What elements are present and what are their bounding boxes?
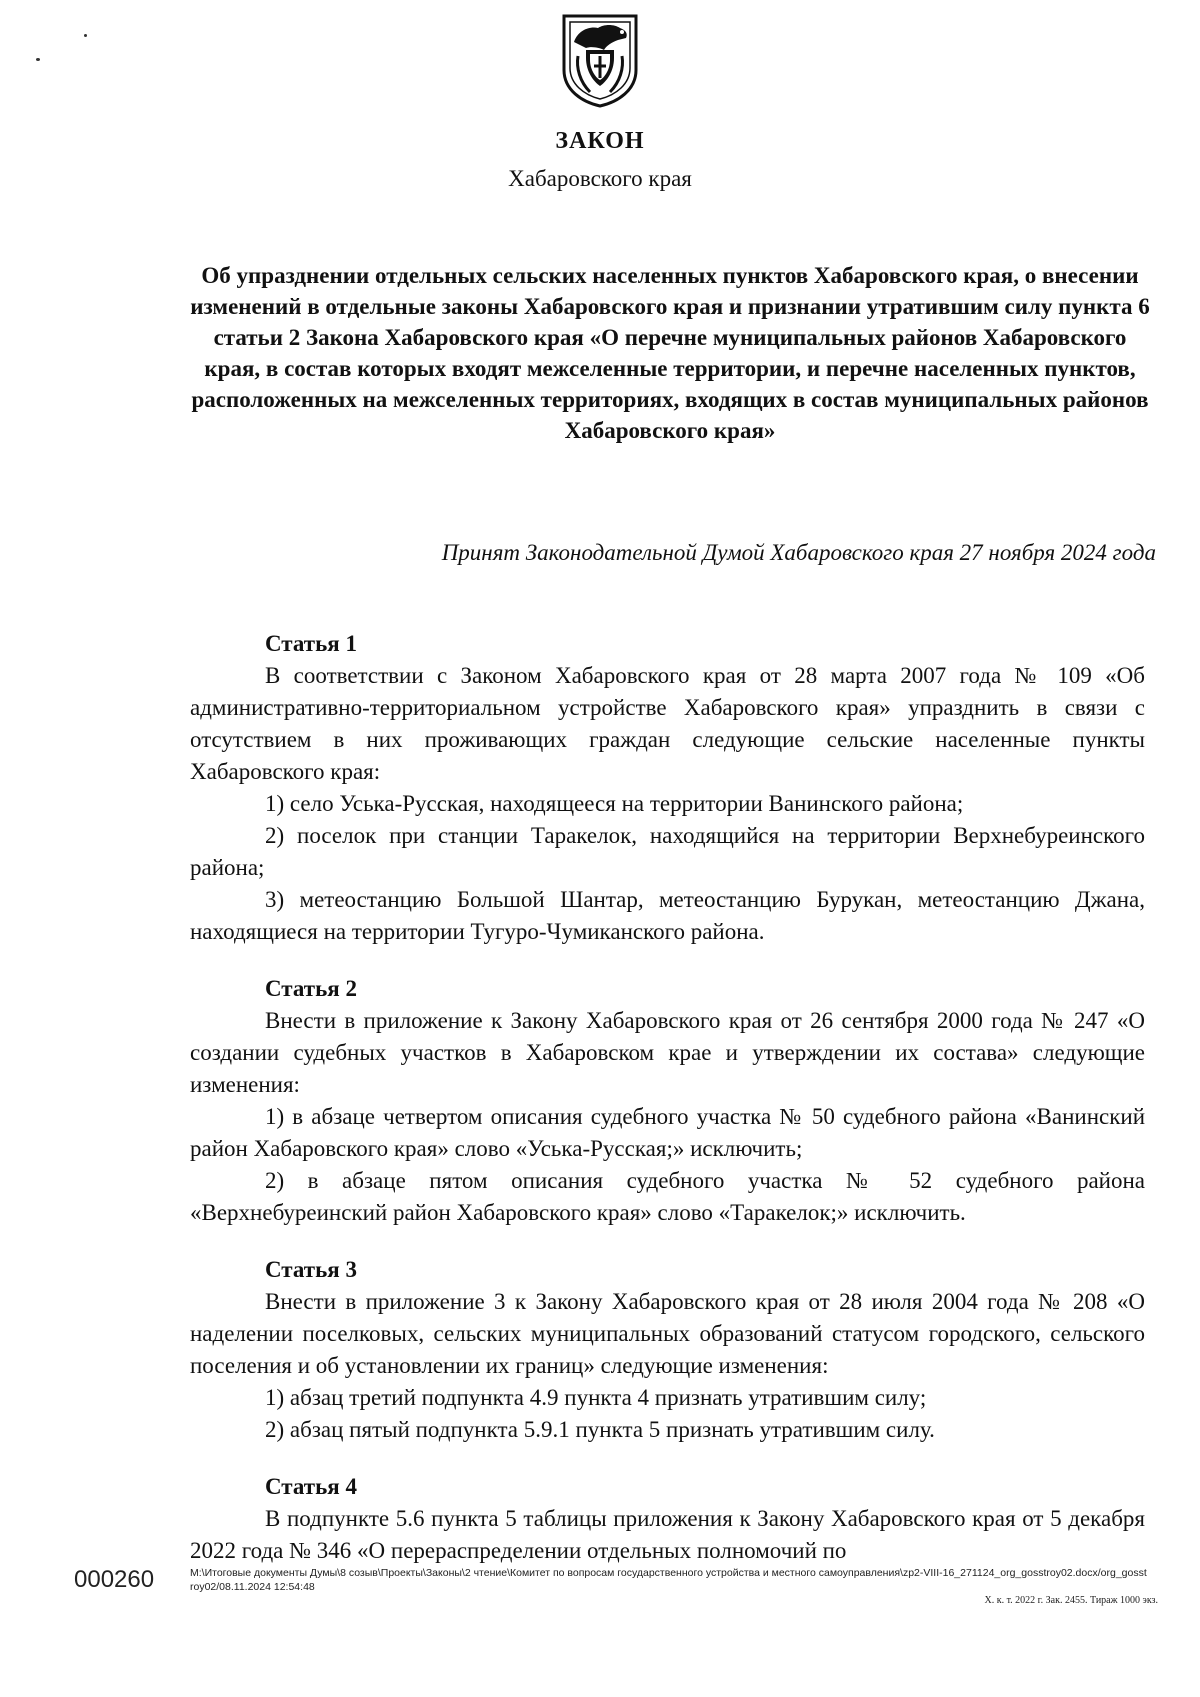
scan-speck: [36, 58, 40, 61]
coat-of-arms-icon: [560, 12, 640, 108]
article-title: Статья 3: [265, 1257, 357, 1282]
adoption-note: Принят Законодательной Думой Хабаровского края 27 ноября 2024 года: [441, 540, 1156, 565]
article-intro: В подпункте 5.6 пункта 5 таблицы приложения к Закону Хабаровского края от 5 декабря 2022 года № 346 «О перераспределении отдельных полномочий по: [190, 1506, 1145, 1563]
article-intro: Внести в приложение к Закону Хабаровского края от 26 сентября 2000 года № 247 «О создании судебных участков в Хабаровском крае и утверждении их состава» следующие изменения:: [190, 1008, 1145, 1097]
scan-speck: [84, 34, 87, 37]
article-intro: Внести в приложение 3 к Закону Хабаровского края от 28 июля 2004 года № 208 «О наделении поселковых, сельских муниципальных образований статусом городского, сельского поселения и об установлении их границ» следующие изменения:: [190, 1289, 1145, 1378]
document-title: ЗАКОН: [555, 128, 645, 154]
article-item: 2) поселок при станции Таракелок, находящийся на территории Верхнебуреинского района;: [190, 823, 1145, 880]
article-item: 2) в абзаце пятом описания судебного участка № 52 судебного района «Верхнебуреинский район Хабаровского края» слово «Таракелок;» исключить.: [190, 1168, 1145, 1225]
article-item: 2) абзац пятый подпункта 5.9.1 пункта 5 признать утратившим силу.: [265, 1417, 935, 1442]
file-path-footer: М:\Итоговые документы Думы\8 созыв\Проекты\Законы\2 чтение\Комитет по вопросам государственного устройства и местного самоуправления\zp2-VIII-16_271124_org_gosstroy02.docx/org_gosstroy02/08.11.2024 12:54:48: [190, 1567, 1147, 1593]
article-1: [190, 628, 1145, 948]
law-heading: Об упразднении отдельных сельских населенных пунктов Хабаровского края, о внесении изменений в отдельные законы Хабаровского края и признании утратившим силу пункта 6 статьи 2 Закона Хабаровского края «О перечне муниципальных районов Хабаровского края, в состав которых входят межселенные территории, и перечне населенных пунктов, расположенных на межселенных территориях, входящих в состав муниципальных районов Хабаровского края»: [190, 263, 1150, 443]
article-4: [190, 1471, 1145, 1567]
print-info-footer: Х. к. т. 2022 г. Зак. 2455. Тираж 1000 экз.: [984, 1595, 1158, 1606]
article-3: [190, 1254, 1145, 1446]
article-title: Статья 1: [265, 631, 357, 656]
article-title: Статья 4: [265, 1474, 357, 1499]
article-item: 1) село Уська-Русская, находящееся на территории Ванинского района;: [265, 791, 964, 816]
article-title: Статья 2: [265, 976, 357, 1001]
article-intro: В соответствии с Законом Хабаровского края от 28 марта 2007 года № 109 «Об административно-территориальном устройстве Хабаровского края» упразднить в связи с отсутствием в них проживающих граждан следующие сельские населенные пункты Хабаровского края:: [190, 663, 1145, 784]
document-subtitle: Хабаровского края: [508, 166, 692, 191]
article-item: 1) в абзаце четвертом описания судебного участка № 50 судебного района «Ванинский район Хабаровского края» слово «Уська-Русская;» исключить;: [190, 1104, 1145, 1161]
article-item: 3) метеостанцию Большой Шантар, метеостанцию Бурукан, метеостанцию Джана, находящиеся на территории Тугуро-Чумиканского района.: [190, 887, 1145, 944]
article-2: [190, 973, 1145, 1229]
article-item: 1) абзац третий подпункта 4.9 пункта 4 признать утратившим силу;: [265, 1385, 927, 1410]
document-body: [190, 628, 1145, 1592]
document-number: 000260: [74, 1566, 155, 1593]
